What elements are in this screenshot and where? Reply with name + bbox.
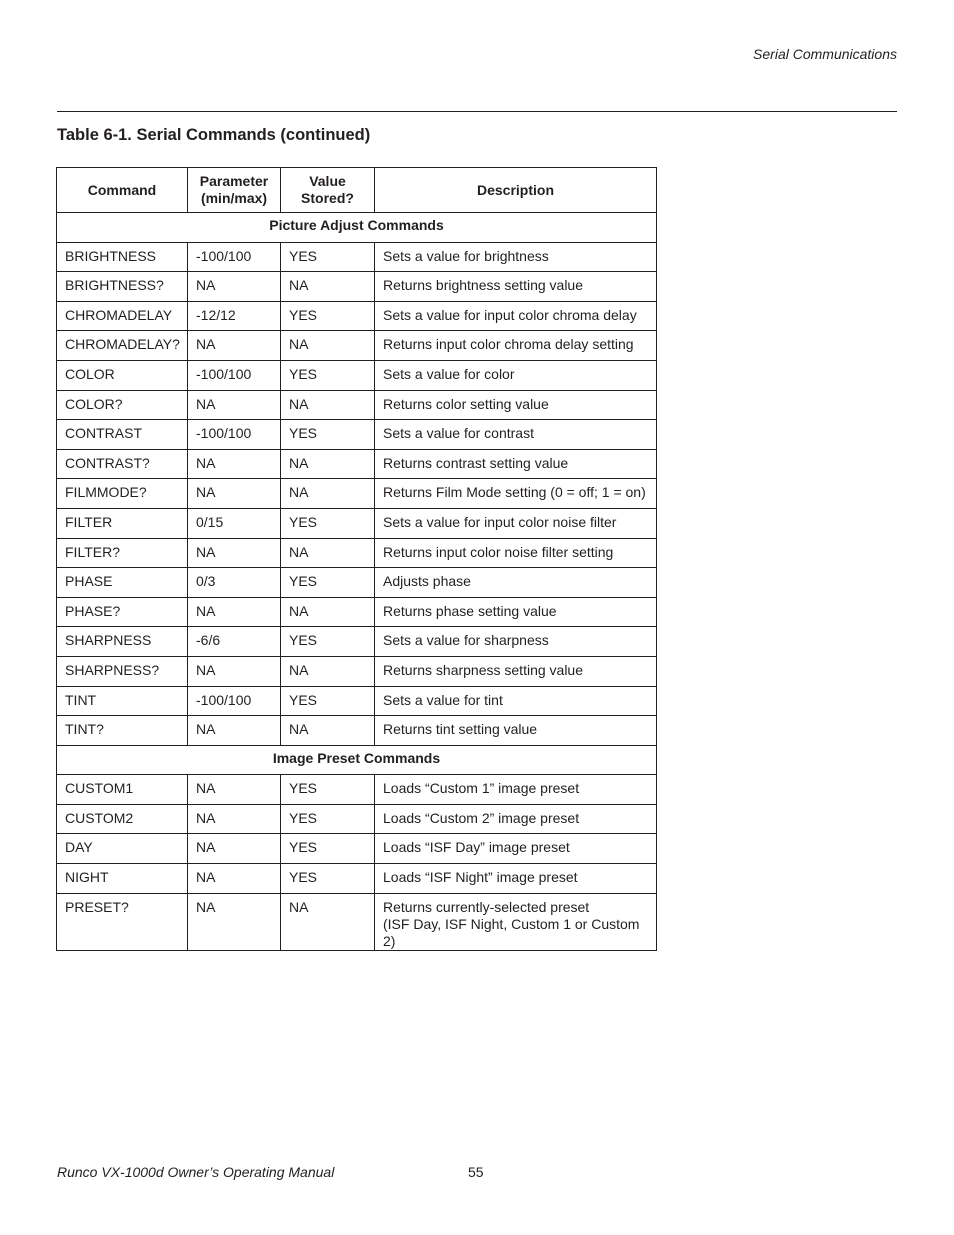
value-stored-cell: YES bbox=[281, 864, 375, 894]
parameter-cell: NA bbox=[188, 716, 281, 746]
parameter-cell: NA bbox=[188, 834, 281, 864]
parameter-cell: -6/6 bbox=[188, 627, 281, 657]
parameter-cell: NA bbox=[188, 775, 281, 805]
value-stored-cell: YES bbox=[281, 686, 375, 716]
command-cell: BRIGHTNESS bbox=[57, 242, 188, 272]
section-title: Image Preset Commands bbox=[57, 745, 657, 775]
table-row bbox=[57, 627, 657, 657]
table-row bbox=[57, 864, 657, 894]
column-header bbox=[281, 168, 375, 213]
description-cell bbox=[375, 597, 657, 627]
parameter-cell: NA bbox=[188, 390, 281, 420]
column-header-line: Value bbox=[309, 173, 346, 189]
table-row bbox=[57, 597, 657, 627]
value-stored-cell: NA bbox=[281, 390, 375, 420]
value-stored-cell: NA bbox=[281, 538, 375, 568]
table-header bbox=[57, 168, 657, 213]
description-cell bbox=[375, 538, 657, 568]
parameter-cell: NA bbox=[188, 449, 281, 479]
description-cell bbox=[375, 656, 657, 686]
command-cell: CONTRAST? bbox=[57, 449, 188, 479]
table-row bbox=[57, 242, 657, 272]
table-row bbox=[57, 449, 657, 479]
description-cell bbox=[375, 390, 657, 420]
table-row bbox=[57, 420, 657, 450]
table-header-row bbox=[57, 168, 657, 213]
description-line: Returns input color noise filter setting bbox=[383, 543, 614, 560]
command-cell: BRIGHTNESS? bbox=[57, 272, 188, 302]
description-line: Loads “ISF Day” image preset bbox=[383, 839, 570, 856]
command-cell: PRESET? bbox=[57, 893, 188, 950]
footer-manual-title: Runco VX-1000d Owner’s Operating Manual bbox=[57, 1164, 335, 1180]
table-row bbox=[57, 538, 657, 568]
description-cell bbox=[375, 716, 657, 746]
column-header-line: Description bbox=[476, 181, 554, 198]
command-cell: SHARPNESS bbox=[57, 627, 188, 657]
description-line: Returns input color chroma delay setting bbox=[383, 336, 634, 353]
value-stored-cell: NA bbox=[281, 597, 375, 627]
parameter-cell: -12/12 bbox=[188, 301, 281, 331]
description-cell bbox=[375, 508, 657, 538]
value-stored-cell: NA bbox=[281, 716, 375, 746]
command-cell: FILMMODE? bbox=[57, 479, 188, 509]
value-stored-cell: YES bbox=[281, 360, 375, 390]
value-stored-cell: YES bbox=[281, 834, 375, 864]
command-cell: COLOR? bbox=[57, 390, 188, 420]
table-caption: Table 6-1. Serial Commands (continued) bbox=[57, 126, 371, 144]
table-row bbox=[57, 568, 657, 598]
table-row bbox=[57, 834, 657, 864]
description-cell bbox=[375, 360, 657, 390]
description-line: Adjusts phase bbox=[383, 573, 471, 590]
table-row bbox=[57, 716, 657, 746]
description-cell bbox=[375, 479, 657, 509]
description-cell bbox=[375, 834, 657, 864]
description-line: Sets a value for tint bbox=[383, 691, 503, 708]
command-cell: TINT? bbox=[57, 716, 188, 746]
value-stored-cell: YES bbox=[281, 775, 375, 805]
command-cell: CHROMADELAY? bbox=[57, 331, 188, 361]
description-line: Loads “Custom 2” image preset bbox=[383, 809, 580, 826]
value-stored-cell: NA bbox=[281, 656, 375, 686]
description-line: Returns color setting value bbox=[383, 395, 549, 412]
section-row bbox=[57, 213, 657, 243]
command-cell: COLOR bbox=[57, 360, 188, 390]
description-line: Returns tint setting value bbox=[383, 721, 538, 738]
running-head: Serial Communications bbox=[753, 46, 897, 62]
page-number: 55 bbox=[468, 1164, 484, 1180]
table-row bbox=[57, 893, 657, 950]
value-stored-cell: NA bbox=[281, 479, 375, 509]
description-cell bbox=[375, 420, 657, 450]
description-cell bbox=[375, 301, 657, 331]
command-cell: FILTER bbox=[57, 508, 188, 538]
parameter-cell: NA bbox=[188, 538, 281, 568]
description-line: Loads “Custom 1” image preset bbox=[383, 780, 580, 797]
value-stored-cell: NA bbox=[281, 272, 375, 302]
parameter-cell: 0/15 bbox=[188, 508, 281, 538]
description-line: Sets a value for contrast bbox=[383, 425, 534, 442]
command-cell: CUSTOM2 bbox=[57, 804, 188, 834]
column-header-line: Command bbox=[87, 181, 157, 198]
value-stored-cell: YES bbox=[281, 301, 375, 331]
value-stored-cell: YES bbox=[281, 568, 375, 598]
table-row bbox=[57, 360, 657, 390]
parameter-cell: NA bbox=[188, 864, 281, 894]
description-cell bbox=[375, 804, 657, 834]
column-header bbox=[188, 168, 281, 213]
column-header-line: (min/max) bbox=[200, 190, 268, 206]
description-line: Returns phase setting value bbox=[383, 602, 557, 619]
table-row bbox=[57, 686, 657, 716]
section-row bbox=[57, 745, 657, 775]
description-line: Returns brightness setting value bbox=[383, 277, 583, 294]
description-line: Returns Film Mode setting (0 = off; 1 = on) bbox=[383, 484, 646, 501]
command-cell: DAY bbox=[57, 834, 188, 864]
parameter-cell: NA bbox=[188, 804, 281, 834]
parameter-cell: -100/100 bbox=[188, 242, 281, 272]
description-line: Sets a value for input color noise filter bbox=[383, 513, 617, 530]
table-row bbox=[57, 301, 657, 331]
description-cell bbox=[375, 893, 657, 950]
parameter-cell: NA bbox=[188, 893, 281, 950]
section-title: Picture Adjust Commands bbox=[57, 213, 657, 243]
description-line: Sets a value for sharpness bbox=[383, 632, 549, 649]
command-cell: CUSTOM1 bbox=[57, 775, 188, 805]
table-row bbox=[57, 331, 657, 361]
parameter-cell: -100/100 bbox=[188, 420, 281, 450]
description-line: (ISF Day, ISF Night, Custom 1 or Custom 2) bbox=[383, 915, 640, 949]
command-cell: CONTRAST bbox=[57, 420, 188, 450]
column-header-line: Parameter bbox=[199, 173, 269, 189]
command-cell: PHASE? bbox=[57, 597, 188, 627]
value-stored-cell: YES bbox=[281, 627, 375, 657]
command-cell: NIGHT bbox=[57, 864, 188, 894]
description-cell bbox=[375, 568, 657, 598]
description-line: Returns sharpness setting value bbox=[383, 661, 583, 678]
table-row bbox=[57, 656, 657, 686]
description-cell bbox=[375, 627, 657, 657]
description-cell bbox=[375, 242, 657, 272]
table-row bbox=[57, 804, 657, 834]
header-rule bbox=[57, 111, 897, 112]
value-stored-cell: NA bbox=[281, 331, 375, 361]
table-row bbox=[57, 508, 657, 538]
description-cell bbox=[375, 686, 657, 716]
value-stored-cell: YES bbox=[281, 508, 375, 538]
parameter-cell: NA bbox=[188, 272, 281, 302]
description-line: Loads “ISF Night” image preset bbox=[383, 869, 578, 886]
description-line: Sets a value for input color chroma delay bbox=[383, 306, 637, 323]
parameter-cell: NA bbox=[188, 479, 281, 509]
description-line: Returns contrast setting value bbox=[383, 454, 569, 471]
description-line: Sets a value for color bbox=[383, 365, 515, 382]
parameter-cell: 0/3 bbox=[188, 568, 281, 598]
parameter-cell: -100/100 bbox=[188, 686, 281, 716]
description-cell bbox=[375, 775, 657, 805]
column-header bbox=[375, 168, 657, 213]
value-stored-cell: YES bbox=[281, 242, 375, 272]
command-cell: FILTER? bbox=[57, 538, 188, 568]
value-stored-cell: YES bbox=[281, 420, 375, 450]
table-body bbox=[57, 213, 657, 951]
parameter-cell: NA bbox=[188, 656, 281, 686]
description-cell bbox=[375, 272, 657, 302]
description-cell bbox=[375, 449, 657, 479]
value-stored-cell: NA bbox=[281, 449, 375, 479]
table-row bbox=[57, 272, 657, 302]
column-header bbox=[57, 168, 188, 213]
table-row bbox=[57, 479, 657, 509]
value-stored-cell: NA bbox=[281, 893, 375, 950]
command-cell: TINT bbox=[57, 686, 188, 716]
command-cell: SHARPNESS? bbox=[57, 656, 188, 686]
description-cell bbox=[375, 864, 657, 894]
parameter-cell: NA bbox=[188, 597, 281, 627]
command-cell: CHROMADELAY bbox=[57, 301, 188, 331]
table-row bbox=[57, 390, 657, 420]
value-stored-cell: YES bbox=[281, 804, 375, 834]
description-line: Returns currently-selected preset bbox=[383, 898, 590, 915]
serial-commands-table bbox=[56, 167, 657, 951]
table-row bbox=[57, 775, 657, 805]
description-line: Sets a value for brightness bbox=[383, 247, 549, 264]
command-cell: PHASE bbox=[57, 568, 188, 598]
column-header-line: Stored? bbox=[301, 190, 354, 206]
parameter-cell: NA bbox=[188, 331, 281, 361]
description-cell bbox=[375, 331, 657, 361]
parameter-cell: -100/100 bbox=[188, 360, 281, 390]
